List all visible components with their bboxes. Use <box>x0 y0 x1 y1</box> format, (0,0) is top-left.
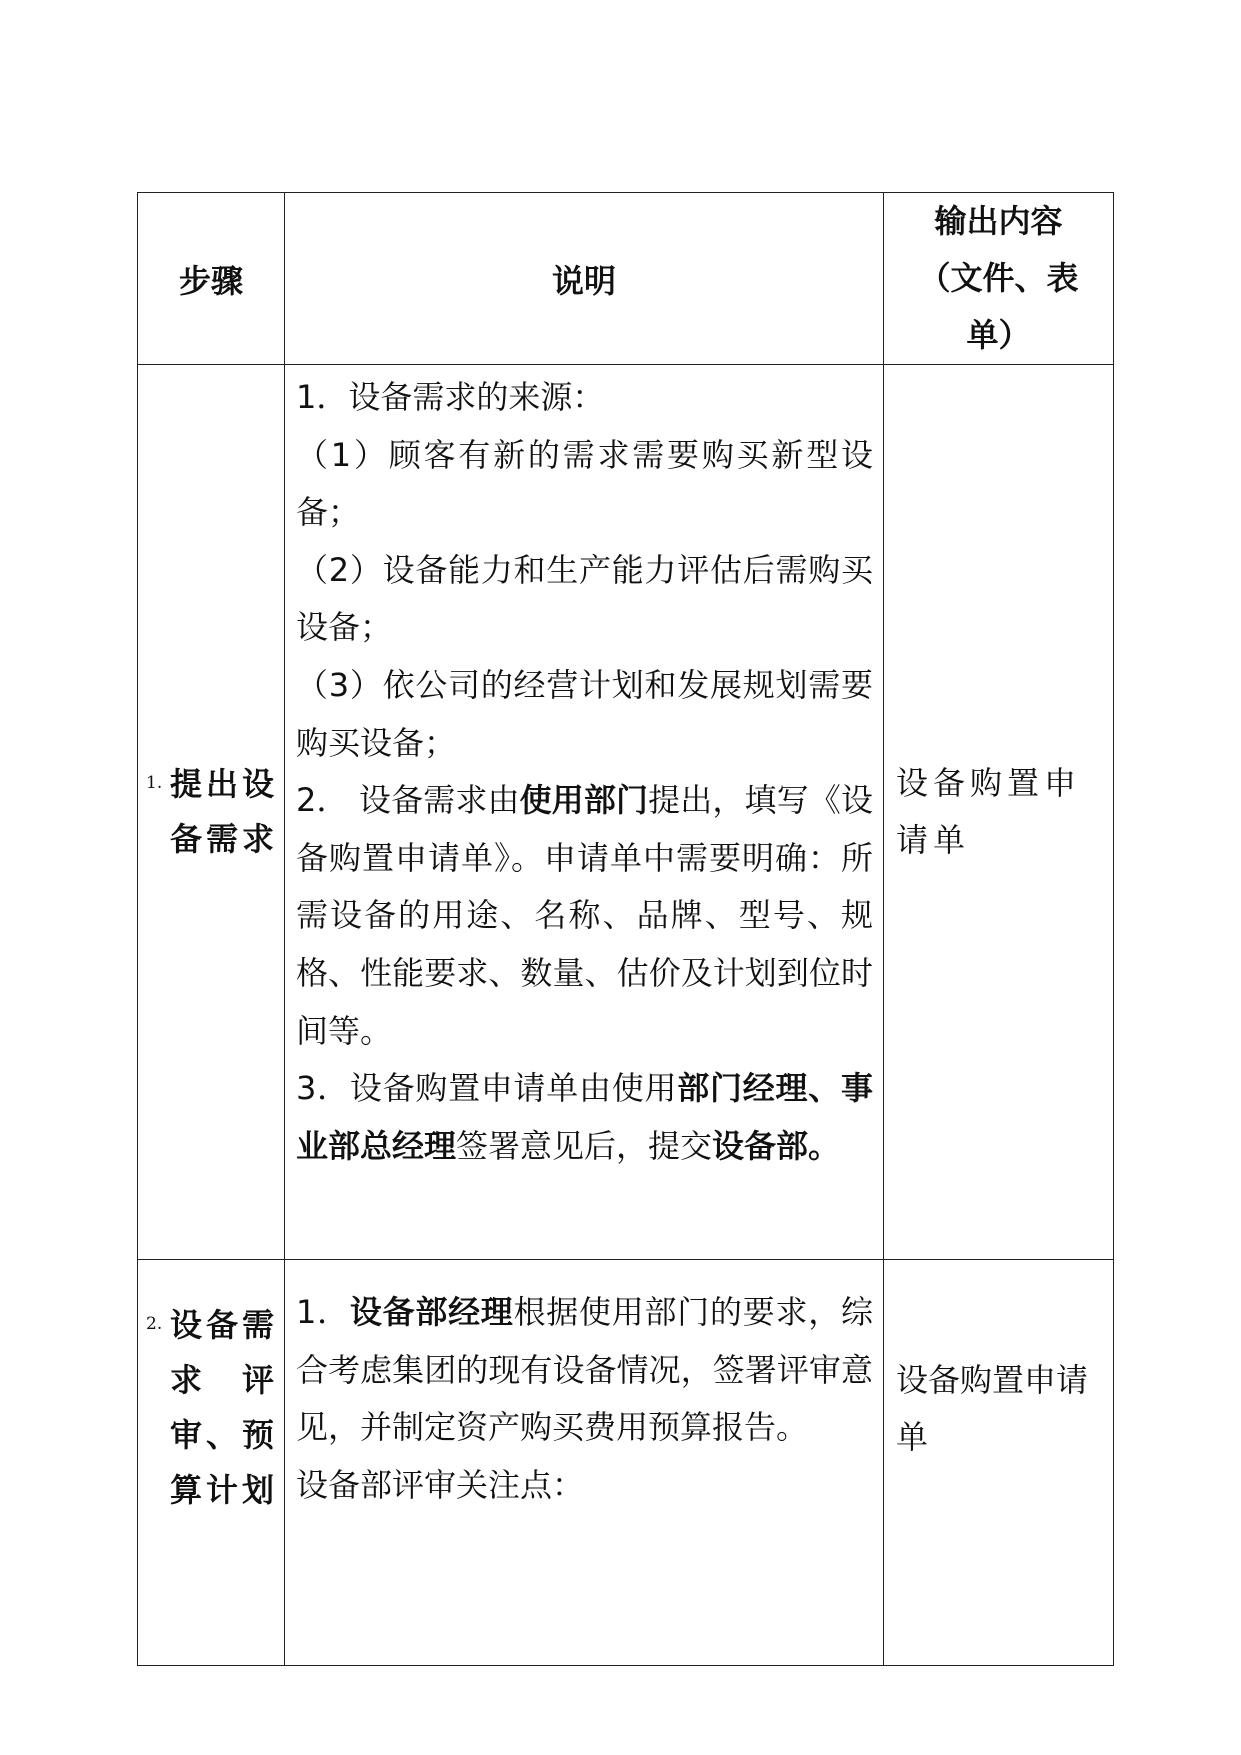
description-paragraph <box>296 1060 873 1175</box>
output-line: 请单 <box>896 821 971 859</box>
step-name-line: 提出设 <box>170 765 274 803</box>
step-label <box>138 1298 284 1518</box>
text-run: 1． <box>296 1293 350 1331</box>
description-cell <box>285 1260 884 1666</box>
header-step: 步骤 <box>138 193 285 365</box>
header-output <box>884 193 1114 365</box>
process-table <box>137 192 1114 1666</box>
output-line: 设备购置申请 <box>896 1361 1089 1399</box>
step-name-line: 备需求 <box>170 820 274 858</box>
step-name-line: 算计划 <box>170 1471 274 1509</box>
description-paragraph: （3）依公司的经营计划和发展规划需要购买设备； <box>296 665 873 762</box>
text-run: 2． 设备需求由 <box>296 781 520 820</box>
description-paragraph: 设备部评审关注点： <box>296 1465 585 1504</box>
output-cell <box>884 365 1114 1260</box>
description-paragraph <box>296 1284 873 1457</box>
step-name-line: 求 评 <box>170 1361 274 1399</box>
output-text <box>884 755 1113 869</box>
description-paragraph: （1）顾客有新的需求需要购买新型设备； <box>296 435 873 532</box>
text-run: 根据使用部门的要求，综合考虑集团的现有设备情况，签署评审意见，并制定资产购买费用预算报告。 <box>296 1293 873 1447</box>
bold-text: 设备部。 <box>712 1126 841 1165</box>
description-paragraph <box>296 772 873 1060</box>
description-paragraph: （2）设备能力和生产能力评估后需购买设备； <box>296 550 873 647</box>
header-output-line: 单） <box>966 316 1031 354</box>
table-row <box>138 365 1114 1260</box>
bold-text: 设备部经理 <box>349 1293 514 1331</box>
step-label <box>138 757 284 867</box>
bold-text: 使用部门 <box>519 781 649 820</box>
step-number: 1. <box>146 773 163 793</box>
text-run: 提出，填写《设备购置申请单》。申请单中需要明确：所需设备的用途、名称、品牌、型号、规格、性能要求、数量、估价及计划到位时间等。 <box>296 781 873 1050</box>
output-line: 设备购置申 <box>896 764 1082 802</box>
step-name-line: 设备需 <box>170 1306 274 1344</box>
description-paragraph: 1．设备需求的来源： <box>296 378 605 416</box>
step-cell <box>138 365 285 1260</box>
bold-text: 部门经理、事业部总经理 <box>296 1069 873 1165</box>
table-row <box>138 1260 1114 1666</box>
step-name-line: 审、预 <box>170 1416 274 1454</box>
header-output-line: 输出内容 <box>934 202 1063 240</box>
output-text <box>884 1352 1113 1466</box>
step-number: 2. <box>146 1314 163 1334</box>
step-cell <box>138 1260 285 1666</box>
header-description: 说明 <box>285 193 884 365</box>
description-cell <box>285 365 884 1260</box>
header-row <box>138 193 1114 365</box>
output-line: 单 <box>896 1418 929 1456</box>
text-run: 3．设备购置申请单由使用 <box>296 1069 678 1108</box>
text-run: 签署意见后，提交 <box>456 1126 713 1165</box>
output-cell <box>884 1260 1114 1666</box>
header-output-line: （文件、表 <box>918 259 1079 297</box>
